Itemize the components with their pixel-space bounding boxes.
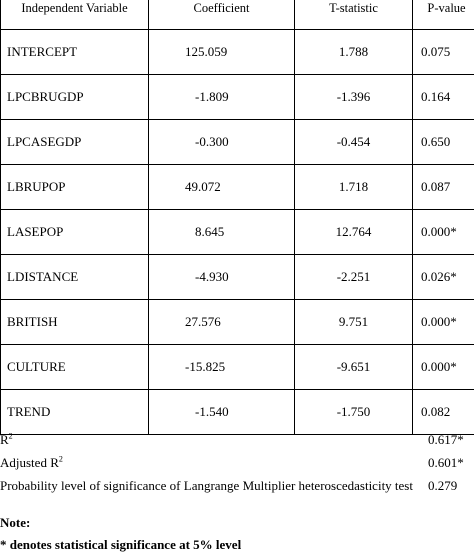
model-statistics	[0, 428, 474, 497]
variable-cell: LDISTANCE	[1, 255, 149, 300]
p-value-cell: 0.000*	[413, 210, 474, 255]
p-value-cell: 0.082	[413, 390, 474, 435]
lm-test-value: 0.279	[428, 474, 457, 497]
t-statistic-cell: 9.751	[295, 300, 413, 345]
variable-cell: TREND	[1, 390, 149, 435]
table-row	[1, 75, 474, 120]
adjusted-r-squared-value: 0.601*	[428, 451, 464, 474]
coefficient-cell: -1.540	[149, 390, 295, 435]
coefficient-cell: -15.825	[149, 345, 295, 390]
table-row	[1, 345, 474, 390]
p-value-cell: 0.164	[413, 75, 474, 120]
t-statistic-cell: -9.651	[295, 345, 413, 390]
table-row	[1, 120, 474, 165]
coefficient-cell: -1.809	[149, 75, 295, 120]
lm-test-row	[0, 474, 474, 497]
p-value-cell: 0.000*	[413, 345, 474, 390]
variable-cell: BRITISH	[1, 300, 149, 345]
r-squared-row	[0, 428, 474, 451]
table-row	[1, 210, 474, 255]
r-squared-label: $R^2$	[0, 432, 13, 447]
coefficient-cell: -4.930	[149, 255, 295, 300]
p-value-cell: 0.650	[413, 120, 474, 165]
note-title: Note:	[0, 512, 241, 534]
table-row	[1, 165, 474, 210]
header-independent-variable: Independent Variable	[1, 0, 149, 30]
table-row	[1, 255, 474, 300]
t-statistic-cell: -2.251	[295, 255, 413, 300]
t-statistic-cell: 1.788	[295, 30, 413, 75]
note-significance: * denotes statistical significance at 5% level	[0, 534, 241, 556]
variable-cell: LPCBRUGDP	[1, 75, 149, 120]
coefficient-cell: 27.576	[149, 300, 295, 345]
coefficient-cell: -0.300	[149, 120, 295, 165]
adjusted-r-squared-label: Adjusted $R^2$	[0, 455, 63, 470]
p-value-cell: 0.087	[413, 165, 474, 210]
variable-cell: LASEPOP	[1, 210, 149, 255]
header-coefficient: Coefficient	[149, 0, 295, 30]
lm-test-label: Probability level of significance of Langrange Multiplier heteroscedasticity test	[0, 478, 413, 493]
table-row	[1, 30, 474, 75]
notes	[0, 512, 241, 556]
t-statistic-cell: -1.750	[295, 390, 413, 435]
variable-cell: CULTURE	[1, 345, 149, 390]
t-statistic-cell: -0.454	[295, 120, 413, 165]
p-value-cell: 0.026*	[413, 255, 474, 300]
r-squared-value: 0.617*	[428, 428, 464, 451]
coefficient-cell: 49.072	[149, 165, 295, 210]
t-statistic-cell: -1.396	[295, 75, 413, 120]
coefficient-cell: 125.059	[149, 30, 295, 75]
header-t-statistic: T-statistic	[295, 0, 413, 30]
table-row	[1, 300, 474, 345]
variable-cell: LBRUPOP	[1, 165, 149, 210]
table-header-row	[1, 0, 474, 30]
coefficient-cell: 8.645	[149, 210, 295, 255]
t-statistic-cell: 1.718	[295, 165, 413, 210]
variable-cell: LPCASEGDP	[1, 120, 149, 165]
header-p-value: P-value	[413, 0, 474, 30]
adjusted-r-squared-row	[0, 451, 474, 474]
p-value-cell: 0.075	[413, 30, 474, 75]
p-value-cell: 0.000*	[413, 300, 474, 345]
t-statistic-cell: 12.764	[295, 210, 413, 255]
variable-cell: INTERCEPT	[1, 30, 149, 75]
